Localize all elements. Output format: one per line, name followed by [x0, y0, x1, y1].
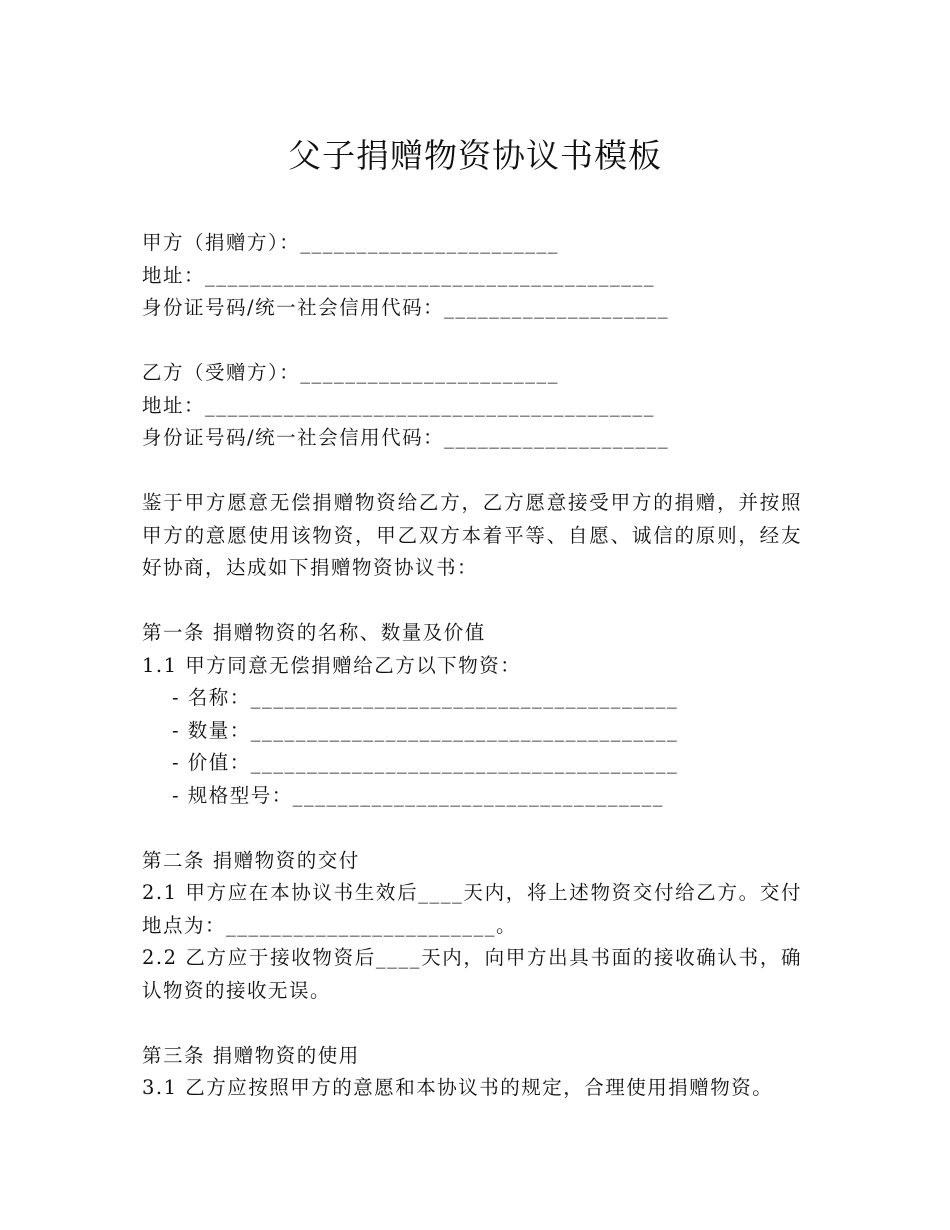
article2-clause1: 2.1 甲方应在本协议书生效后____天内，将上述物资交付给乙方。交付地点为：________________________。: [142, 881, 802, 937]
spacer: [142, 1007, 802, 1040]
document-body: [142, 227, 802, 1105]
article1-heading: 第一条 捐赠物资的名称、数量及价值: [142, 621, 486, 644]
document-title: 父子捐赠物资协议书模板: [288, 136, 662, 175]
spacer: [142, 585, 802, 618]
article1-item-model: - 规格型号：_________________________________: [172, 783, 665, 807]
article2-heading: 第二条 捐赠物资的交付: [142, 848, 360, 872]
party-a-label: 甲方（捐赠方）：_______________________: [142, 231, 560, 254]
spacer: [142, 325, 802, 358]
spacer: [142, 812, 802, 845]
article3-clause1: 3.1 乙方应按照甲方的意愿和本协议书的规定，合理使用捐赠物资。: [142, 1076, 774, 1099]
party-a-id: 身份证号码/统一社会信用代码：____________________: [142, 296, 670, 319]
article1-item-value: - 价值：______________________________________: [172, 751, 679, 774]
party-b-address: 地址：________________________________________: [142, 393, 656, 417]
party-b-id: 身份证号码/统一社会信用代码：____________________: [142, 426, 670, 449]
article1-item-quantity: - 数量：______________________________________: [172, 718, 679, 742]
party-a-address: 地址：________________________________________: [142, 263, 656, 287]
intro-paragraph: 鉴于甲方愿意无偿捐赠物资给乙方，乙方愿意接受甲方的捐赠，并按照甲方的意愿使用该物资，甲乙双方本着平等、自愿、诚信的原则，经友好协商，达成如下捐赠物资协议书：: [142, 491, 802, 579]
article2-clause2: 2.2 乙方应于接收物资后____天内，向甲方出具书面的接收确认书，确认物资的接收无误。: [142, 946, 802, 1002]
party-b-label: 乙方（受赠方）：_______________________: [142, 361, 560, 384]
article1-item-name: - 名称：______________________________________: [172, 686, 679, 709]
article1-clause: 1.1 甲方同意无偿捐赠给乙方以下物资：: [142, 653, 522, 677]
article3-heading: 第三条 捐赠物资的使用: [142, 1043, 360, 1067]
spacer: [142, 455, 802, 488]
